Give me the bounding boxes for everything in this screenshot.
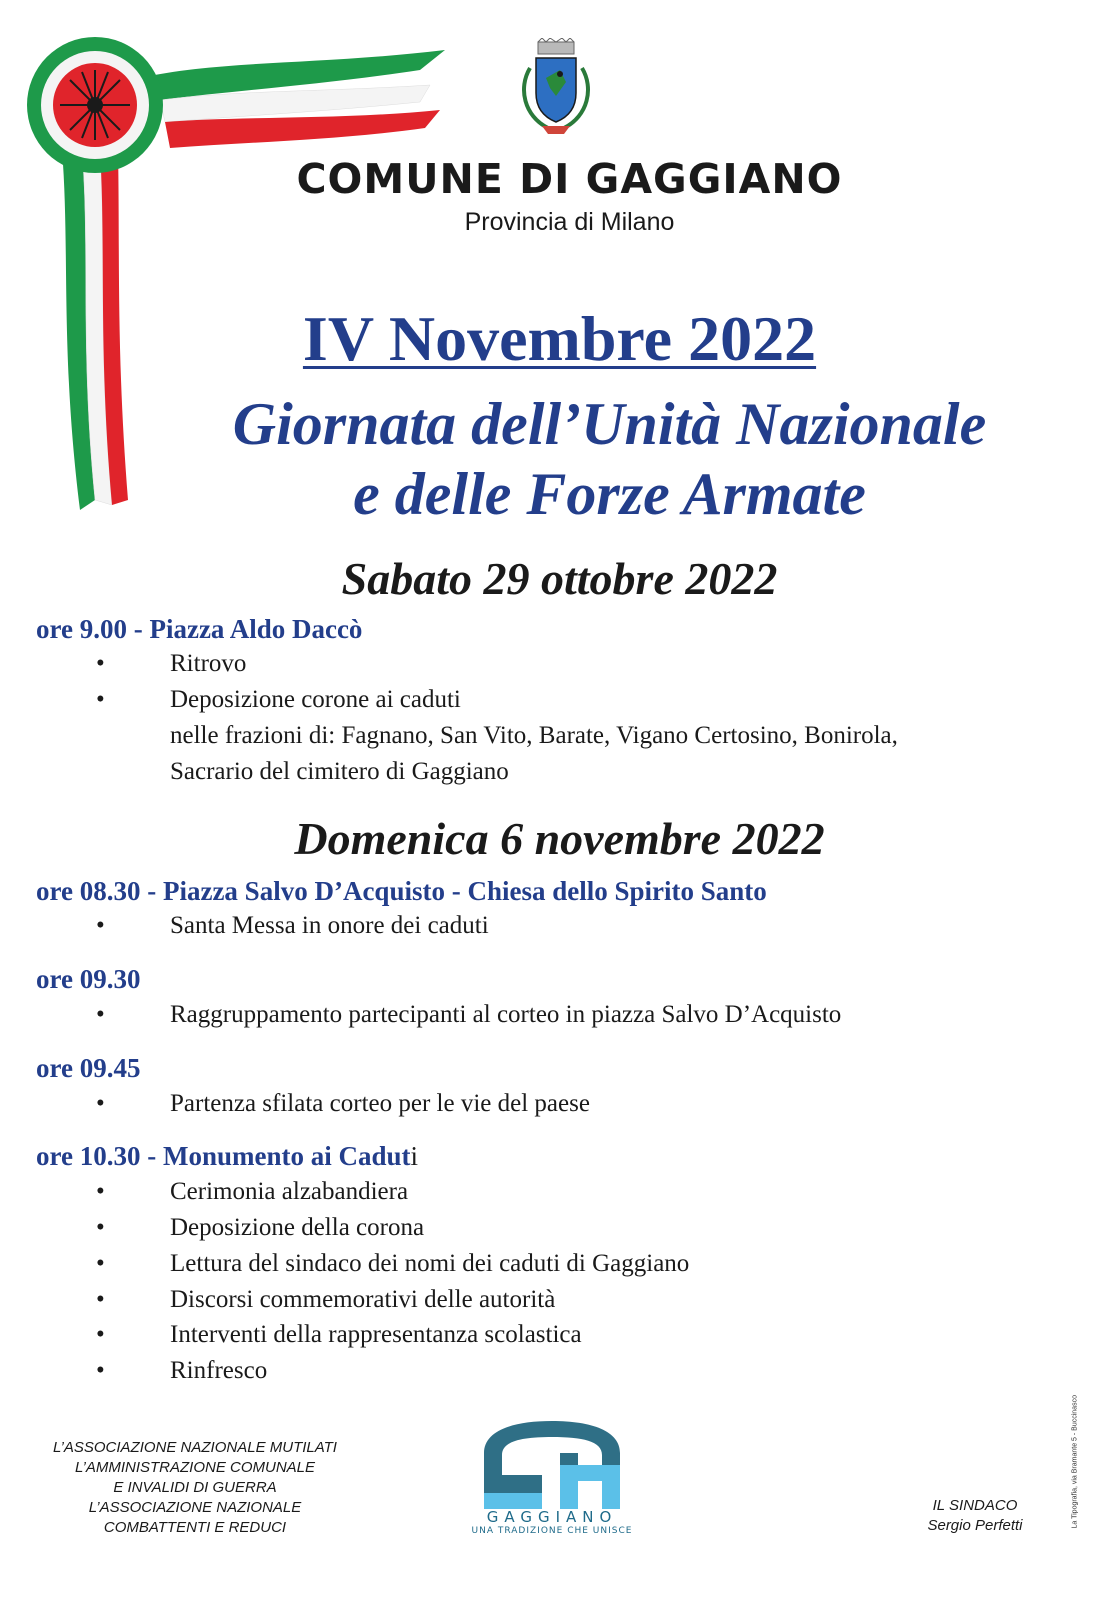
bullet: • — [96, 1001, 105, 1028]
organizer-line: L’ASSOCIAZIONE NAZIONALE MUTILATI — [53, 1439, 337, 1456]
list-item: Partenza sfilata corteo per le vie del paese — [170, 1090, 590, 1117]
list-item: Cerimonia alzabandiera — [170, 1178, 409, 1205]
event-title-line1: Giornata dell’Unità Nazionale — [232, 391, 987, 457]
list-item: Ritrovo — [170, 650, 247, 677]
list-item: Santa Messa in onore dei caduti — [170, 912, 489, 939]
event-title-line2: e delle Forze Armate — [353, 461, 866, 527]
bullet: • — [96, 1178, 105, 1205]
sindaco-title: IL SINDACO — [932, 1497, 1018, 1514]
municipal-crest-icon — [512, 38, 600, 138]
bullet: • — [96, 1214, 105, 1241]
sunday-time-4-tail: i — [410, 1141, 419, 1171]
list-item: Rinfresco — [170, 1357, 268, 1384]
sunday-time-4 — [36, 1141, 418, 1172]
organizer-line: E INVALIDI DI GUERRA — [113, 1479, 277, 1496]
bullet: • — [96, 1090, 105, 1117]
sunday-time-3: ore 09.45 — [36, 1053, 141, 1083]
sunday-time-1: ore 08.30 - Piazza Salvo D’Acquisto - Chiesa dello Spirito Santo — [36, 876, 767, 906]
sunday-time-4-label: ore 10.30 - Monumento ai Cadut — [36, 1141, 411, 1171]
comune-title: COMUNE DI GAGGIANO — [296, 155, 843, 203]
bullet: • — [96, 1250, 105, 1277]
list-item: Deposizione della corona — [170, 1214, 425, 1241]
bullet: • — [96, 650, 105, 677]
bullet: • — [96, 686, 105, 713]
bullet: • — [96, 1321, 105, 1348]
list-item-continuation: nelle frazioni di: Fagnano, San Vito, Barate, Vigano Certosino, Bonirola, — [170, 722, 898, 749]
bullet: • — [96, 912, 105, 939]
bullet: • — [96, 1286, 105, 1313]
organizers-block — [30, 1438, 360, 1538]
event-date-title — [0, 302, 1119, 376]
organizer-line: L’ASSOCIAZIONE NAZIONALE — [88, 1499, 302, 1516]
saturday-time: ore 9.00 - Piazza Aldo Daccò — [36, 614, 363, 644]
logo-tagline: UNA TRADIZIONE CHE UNISCE — [471, 1526, 633, 1536]
list-item: Interventi della rappresentanza scolastica — [170, 1321, 582, 1348]
organizer-line: L’AMMINISTRAZIONE COMUNALE — [74, 1459, 316, 1476]
saturday-heading: Sabato 29 ottobre 2022 — [341, 553, 778, 604]
sunday-time-2: ore 09.30 — [36, 964, 141, 994]
list-item: Lettura del sindaco dei nomi dei caduti di Gaggiano — [170, 1250, 690, 1277]
signature-block — [905, 1496, 1045, 1536]
provincia-subtitle: Provincia di Milano — [464, 208, 675, 236]
sindaco-name: Sergio Perfetti — [927, 1517, 1023, 1534]
gaggiano-logo-icon — [462, 1413, 642, 1513]
list-item: Raggruppamento partecipanti al corteo in piazza Salvo D’Acquisto — [170, 1001, 842, 1028]
logo-wordmark: GAGGIANO — [486, 1508, 618, 1526]
list-item-continuation: Sacrario del cimitero di Gaggiano — [170, 758, 509, 785]
organizer-line: COMBATTENTI E REDUCI — [103, 1519, 287, 1536]
event-date-title-text: IV Novembre 2022 — [302, 303, 817, 374]
list-item: Deposizione corone ai caduti — [170, 686, 461, 713]
sunday-heading: Domenica 6 novembre 2022 — [294, 813, 825, 864]
list-item: Discorsi commemorativi delle autorità — [170, 1286, 556, 1313]
bullet: • — [96, 1357, 105, 1384]
printer-credit: La Tipografia, via Bramante 5 - Buccinasco — [1071, 1395, 1079, 1529]
